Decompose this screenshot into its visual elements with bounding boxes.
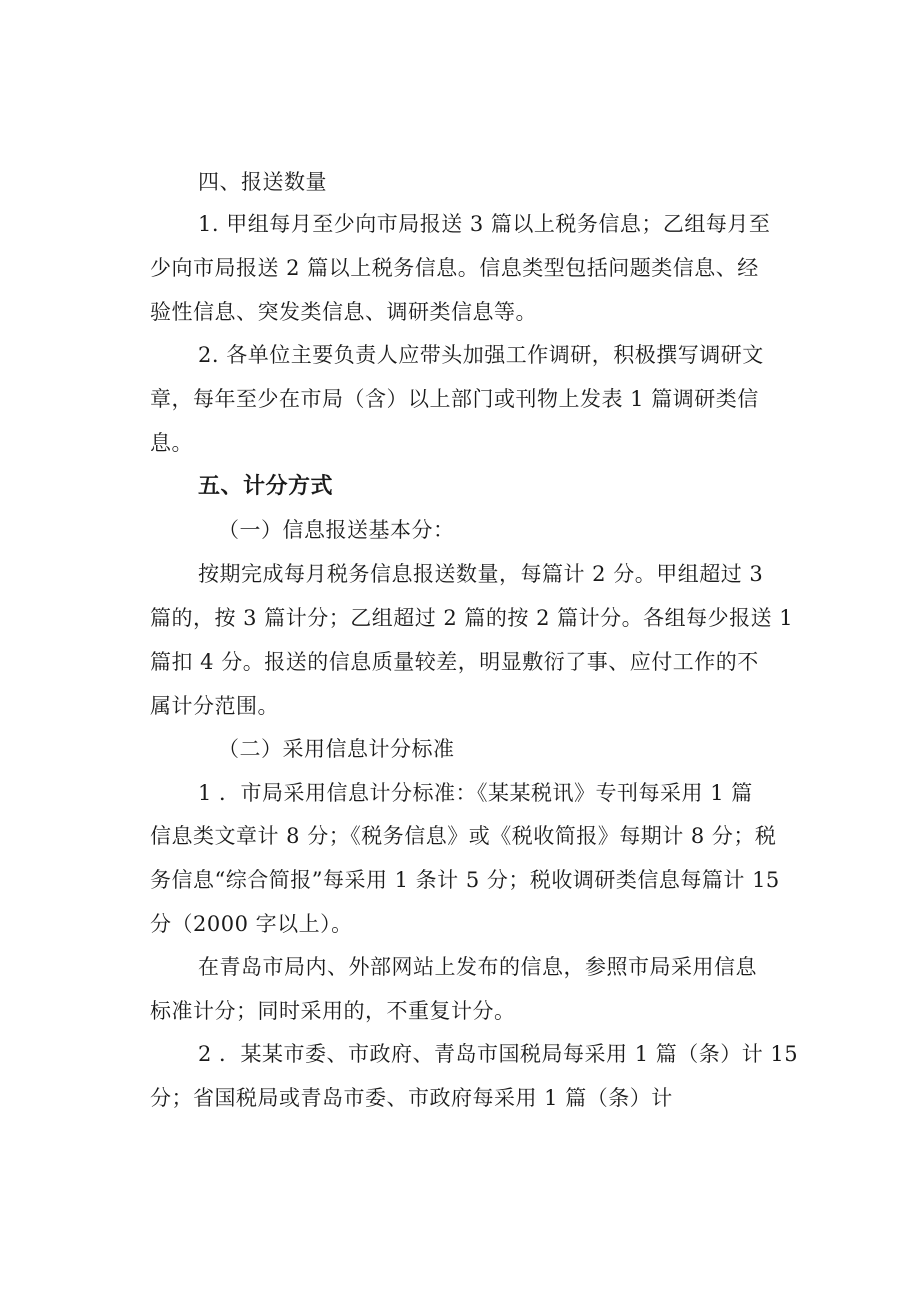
s4-item2-line3: 息。 — [150, 431, 193, 455]
section-5-title: 五、计分方式 — [198, 474, 334, 499]
s4-item1-line2: 少向市局报送 2 篇以上税务信息。信息类型包括问题类信息、经 — [150, 256, 759, 280]
s5-sub2-item2-line2: 分；省国税局或青岛市委、市政府每采用 1 篇（条）计 — [150, 1086, 673, 1110]
section-4-title: 四、报送数量 — [198, 170, 327, 194]
s5-sub2-para-line2: 标准计分；同时采用的，不重复计分。 — [150, 999, 516, 1023]
s5-sub2-item1-line2: 信息类文章计 8 分；《税务信息》或《税收简报》每期计 8 分；税 — [150, 824, 777, 848]
s4-item1-line1: 1. 甲组每月至少向市局报送 3 篇以上税务信息；乙组每月至 — [198, 212, 771, 236]
s5-sub1-line3: 篇扣 4 分。报送的信息质量较差，明显敷衍了事、应付工作的不 — [150, 650, 759, 674]
s5-sub1-line1: 按期完成每月税务信息报送数量，每篇计 2 分。甲组超过 3 — [198, 562, 764, 586]
s4-item1-line3: 验性信息、突发类信息、调研类信息等。 — [150, 300, 537, 324]
s5-sub2-item1-line1: 1 ．市局采用信息计分标准：《某某税讯》专刊每采用 1 篇 — [198, 781, 753, 805]
s5-sub2-title: （二）采用信息计分标准 — [218, 737, 455, 761]
s5-sub2-item2-line1: 2 ．某某市委、市政府、青岛市国税局每采用 1 篇（条）计 15 — [198, 1042, 799, 1066]
s5-sub2-item1-line4: 分（2000 字以上）。 — [150, 912, 353, 936]
s5-sub1-title: （一）信息报送基本分： — [218, 518, 455, 542]
s5-sub1-line4: 属计分范围。 — [150, 694, 279, 718]
s4-item2-line1: 2. 各单位主要负责人应带头加强工作调研，积极撰写调研文 — [198, 343, 764, 367]
s5-sub1-line2: 篇的，按 3 篇计分；乙组超过 2 篇的按 2 篇计分。各组每少报送 1 — [150, 606, 794, 630]
s5-sub2-para-line1: 在青岛市局内、外部网站上发布的信息，参照市局采用信息 — [198, 955, 757, 979]
s5-sub2-item1-line3: 务信息“综合简报”每采用 1 条计 5 分；税收调研类信息每篇计 15 — [150, 868, 780, 892]
s4-item2-line2: 章，每年至少在市局（含）以上部门或刊物上发表 1 篇调研类信 — [150, 387, 759, 411]
